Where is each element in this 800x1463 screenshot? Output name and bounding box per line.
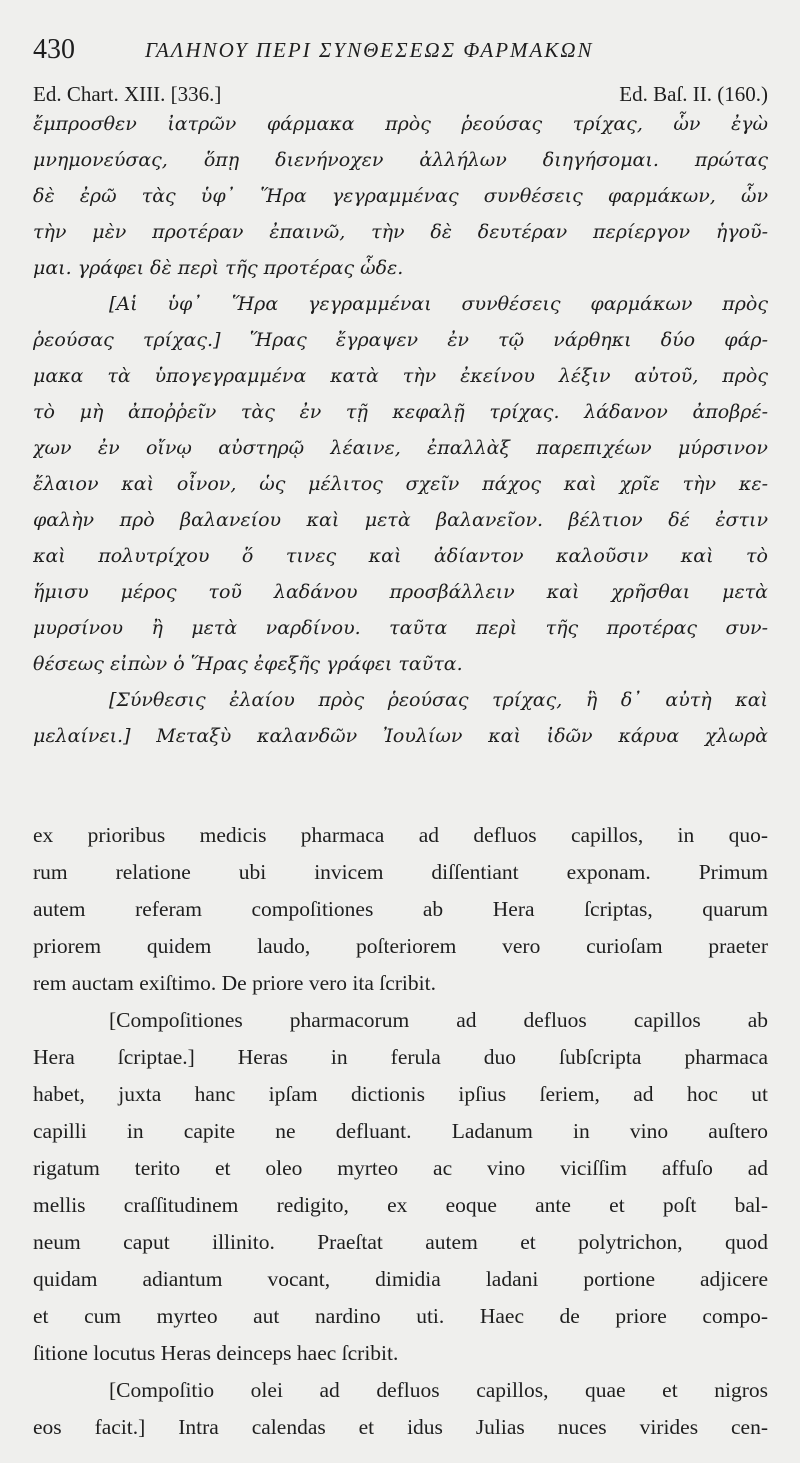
latin-line: Hera ſcriptae.] Heras in ferula duo ſubſcripta pharmaca [33, 1045, 768, 1069]
greek-line: μαι. γράφει δὲ περὶ τῆς προτέρας ὧδε. [33, 257, 404, 279]
latin-line: rum relatione ubi invicem diſſentiant exponam. Primum [33, 860, 768, 884]
latin-line: priorem quidem laudo, poſteriorem vero curioſam praeter [33, 934, 768, 958]
greek-line: χων ἐν οἴνῳ αὐστηρῷ λέαινε, ἐπαλλὰξ παρεπιχέων μύρσινον [33, 437, 768, 459]
latin-line: capilli in capite ne defluant. Ladanum in vino auſtero [33, 1119, 768, 1143]
greek-line: θέσεως εἰπὼν ὁ Ἥρας ἐφεξῆς γράφει ταῦτα. [33, 653, 463, 675]
latin-line: eos facit.] Intra calendas et idus Julias nuces virides cen- [33, 1415, 768, 1439]
greek-line: φαλὴν πρὸ βαλανείου καὶ μετὰ βαλανεῖον. βέλτιον δέ ἐστιν [33, 509, 768, 531]
latin-line: ſitione locutus Heras deinceps haec ſcribit. [33, 1341, 399, 1365]
greek-line: μνημονεύσας, ὅπῃ διενήνοχεν ἀλλήλων διηγήσομαι. πρώτας [33, 149, 768, 171]
greek-line: [Σύνθεσις ἐλαίου πρὸς ῥεούσας τρίχας, ἣ δ᾽ αὐτὴ καὶ [109, 689, 768, 711]
edition-basel-reference: Ed. Baſ. II. (160.) [619, 82, 768, 106]
greek-line: μακα τὰ ὑπογεγραμμένα κατὰ τὴν ἐκείνου λέξιν αὐτοῦ, πρὸς [33, 365, 768, 387]
greek-text-block [33, 106, 768, 754]
latin-text-block [33, 817, 768, 1446]
edition-chart-reference: Ed. Chart. XIII. [336.] [33, 82, 222, 106]
latin-line: [Compoſitio olei ad defluos capillos, quae et nigros [109, 1378, 768, 1402]
greek-line: μυρσίνου ἢ μετὰ ναρδίνου. ταῦτα περὶ τῆς προτέρας συν- [33, 617, 768, 639]
page-number: 430 [33, 34, 75, 65]
latin-line: autem referam compoſitiones ab Hera ſcriptas, quarum [33, 897, 768, 921]
latin-line: neum caput illinito. Praeſtat autem et polytrichon, quod [33, 1230, 768, 1254]
latin-line: et cum myrteo aut nardino uti. Haec de priore compo- [33, 1304, 768, 1328]
latin-line: quidam adiantum vocant, dimidia ladani portione adjicere [33, 1267, 768, 1291]
greek-line: ἥμισυ μέρος τοῦ λαδάνου προσβάλλειν καὶ χρῆσθαι μετὰ [33, 581, 768, 603]
greek-line: ἔμπροσθεν ἰατρῶν φάρμακα πρὸς ῥεούσας τρίχας, ὧν ἐγὼ [33, 113, 768, 135]
latin-line: habet, juxta hanc ipſam dictionis ipſius ſeriem, ad hoc ut [33, 1082, 768, 1106]
latin-line: ex prioribus medicis pharmaca ad defluos capillos, in quo- [33, 823, 768, 847]
latin-line: [Compoſitiones pharmacorum ad defluos capillos ab [109, 1008, 768, 1032]
latin-line: rigatum terito et oleo myrteo ac vino viciſſim affuſo ad [33, 1156, 768, 1180]
latin-line: rem auctam exiſtimo. De priore vero ita ſcribit. [33, 971, 436, 995]
running-head [33, 34, 773, 74]
running-title: ΓΑΛΗΝΟΥ ΠΕΡΙ ΣΥΝΘΕΣΕΩΣ ΦΑΡΜΑΚΩΝ [145, 38, 594, 62]
greek-line: μελαίνει.] Μεταξὺ καλανδῶν Ἰουλίων καὶ ἰδῶν κάρυα χλωρὰ [33, 725, 768, 747]
latin-line: mellis craſſitudinem redigito, ex eoque ante et poſt bal- [33, 1193, 768, 1217]
greek-line: καὶ πολυτρίχου ὅ τινες καὶ ἀδίαντον καλοῦσιν καὶ τὸ [33, 545, 768, 567]
greek-line: ἔλαιον καὶ οἶνον, ὡς μέλιτος σχεῖν πάχος καὶ χρῖε τὴν κε- [33, 473, 768, 495]
greek-line: τὸ μὴ ἀποῤῥεῖν τὰς ἐν τῇ κεφαλῇ τρίχας. λάδανον ἀποβρέ- [33, 401, 768, 423]
greek-line: [Αἱ ὑφ᾽ Ἥρα γεγραμμέναι συνθέσεις φαρμάκων πρὸς [109, 293, 768, 315]
greek-line: τὴν μὲν προτέραν ἐπαινῶ, τὴν δὲ δευτέραν περίεργον ἡγοῦ- [33, 221, 768, 243]
greek-line: δὲ ἐρῶ τὰς ὑφ᾽ Ἥρα γεγραμμένας συνθέσεις φαρμάκων, ὧν [33, 185, 768, 207]
greek-line: ῥεούσας τρίχας.] Ἥρας ἔγραψεν ἐν τῷ νάρθηκι δύο φάρ- [33, 329, 768, 351]
